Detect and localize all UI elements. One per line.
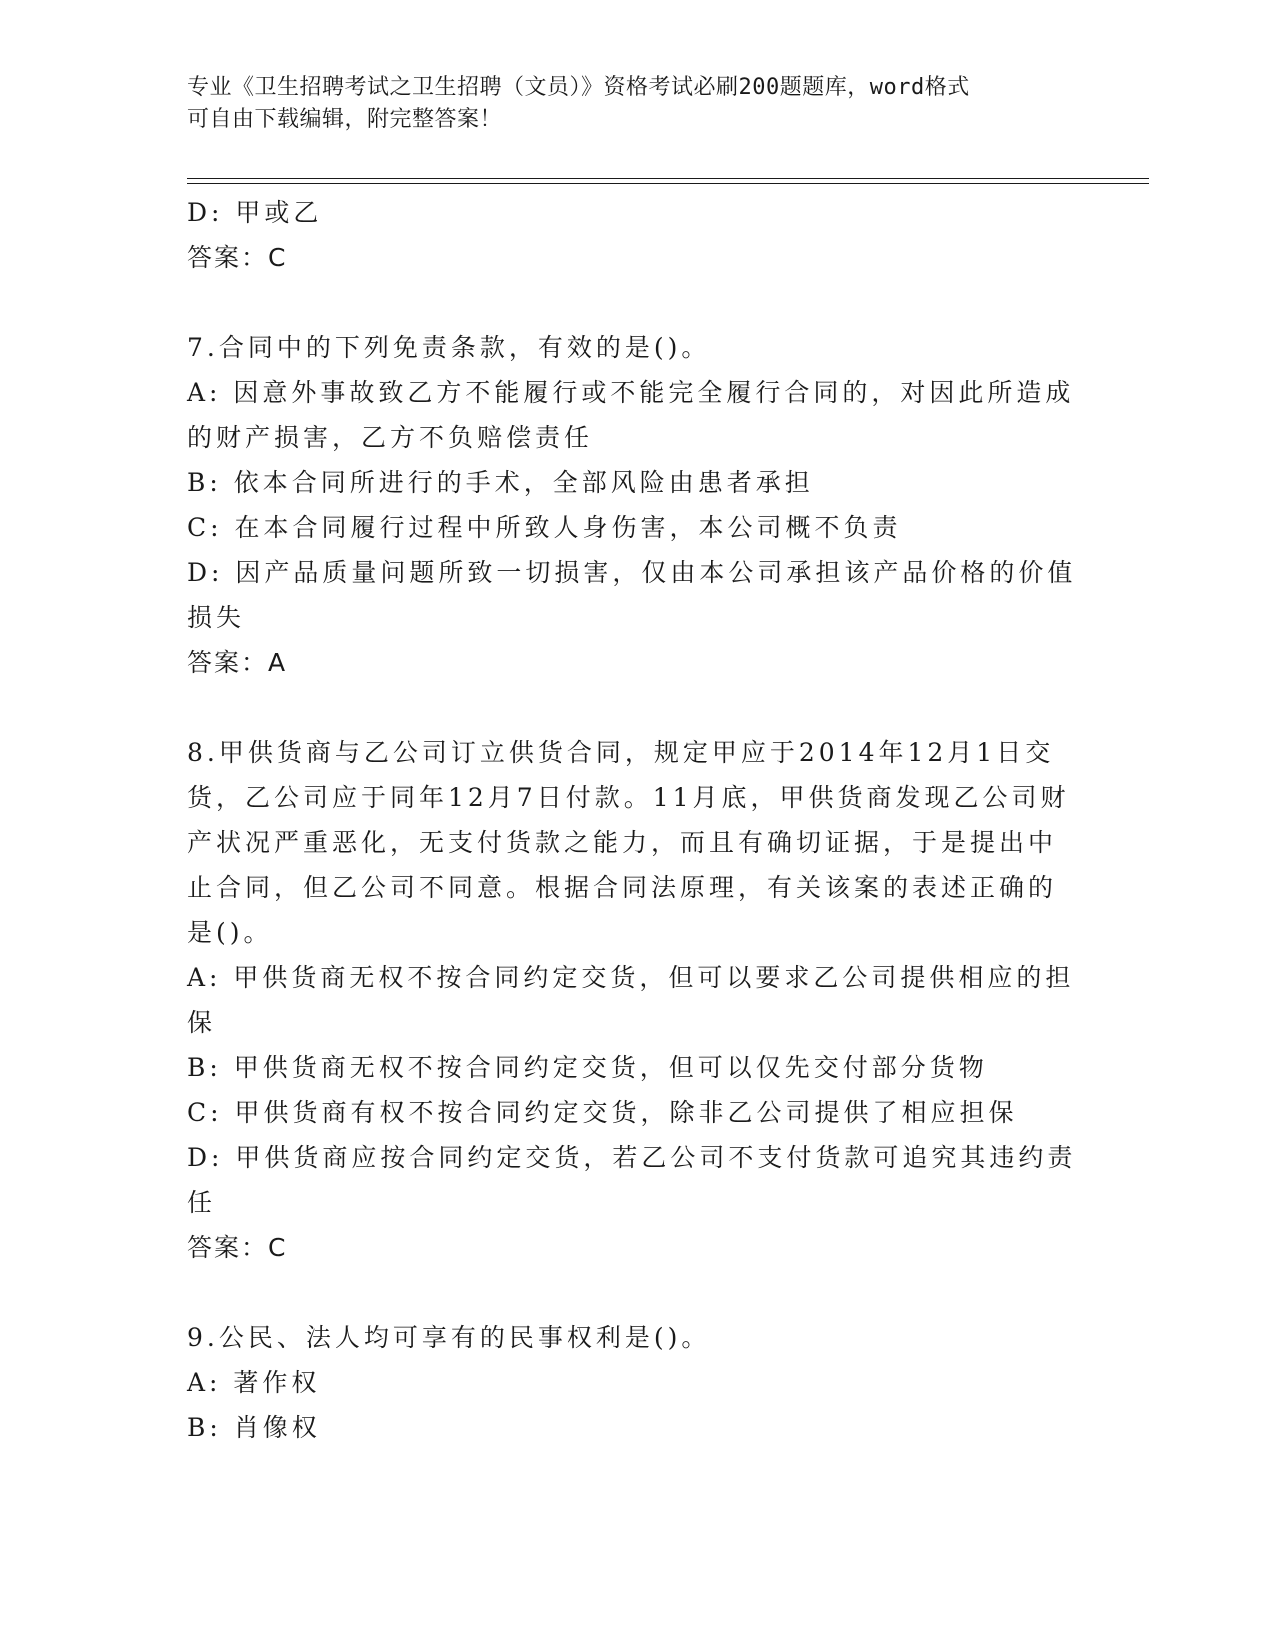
spacer: [187, 1270, 1087, 1315]
q7-option-a-line-1: A: 因意外事故致乙方不能履行或不能完全履行合同的，对因此所造成: [187, 378, 1075, 407]
q8-option-c: C: 甲供货商有权不按合同约定交货，除非乙公司提供了相应担保: [187, 1098, 1018, 1127]
q8-option-d-line-2: 任: [187, 1188, 217, 1217]
q9-option-a: A: 著作权: [187, 1368, 321, 1397]
q8-stem-line-4: 止合同，但乙公司不同意。根据合同法原理，有关该案的表述正确的: [187, 873, 1058, 902]
q7-stem: 7.合同中的下列免责条款，有效的是()。: [187, 333, 711, 362]
q7-option-a-line-2: 的财产损害，乙方不负赔偿责任: [187, 423, 594, 452]
q8-answer: 答案：C: [187, 1233, 288, 1262]
q8-option-b: B: 甲供货商无权不按合同约定交货，但可以仅先交付部分货物: [187, 1053, 988, 1082]
question-content: [187, 190, 1087, 1450]
q8-option-a-line-1: A: 甲供货商无权不按合同约定交货，但可以要求乙公司提供相应的担: [187, 963, 1075, 992]
q7-answer: 答案：A: [187, 648, 288, 677]
q7-option-d-line-1: D: 因产品质量问题所致一切损害，仅由本公司承担该产品价格的价值: [187, 558, 1077, 587]
q8-stem-line-1: 8.甲供货商与乙公司订立供货合同，规定甲应于2014年12月1日交: [187, 738, 1055, 767]
header-divider-top: [187, 178, 1149, 179]
q8-stem-line-2: 货，乙公司应于同年12月7日付款。11月底，甲供货商发现乙公司财: [187, 783, 1070, 812]
q7-option-b: B: 依本合同所进行的手术，全部风险由患者承担: [187, 468, 814, 497]
q9-option-b: B: 肖像权: [187, 1413, 321, 1442]
q8-stem-line-5: 是()。: [187, 918, 273, 947]
spacer: [187, 280, 1087, 325]
q8-option-d-line-1: D: 甲供货商应按合同约定交货，若乙公司不支付货款可追究其违约责: [187, 1143, 1077, 1172]
q7-option-c: C: 在本合同履行过程中所致人身伤害，本公司概不负责: [187, 513, 902, 542]
header-title-line-1: 专业《卫生招聘考试之卫生招聘（文员）》资格考试必刷200题题库，word格式: [187, 75, 970, 100]
q8-option-a-line-2: 保: [187, 1008, 217, 1037]
page-header: [187, 72, 1087, 136]
prev-answer: 答案：C: [187, 243, 288, 272]
q9-stem: 9.公民、法人均可享有的民事权利是()。: [187, 1323, 711, 1352]
q8-stem-line-3: 产状况严重恶化，无支付货款之能力，而且有确切证据，于是提出中: [187, 828, 1058, 857]
header-title-line-2: 可自由下载编辑，附完整答案！: [187, 107, 503, 132]
prev-option-d: D: 甲或乙: [187, 198, 323, 227]
q7-option-d-line-2: 损失: [187, 603, 246, 632]
header-divider-bottom: [187, 183, 1149, 184]
spacer: [187, 685, 1087, 730]
